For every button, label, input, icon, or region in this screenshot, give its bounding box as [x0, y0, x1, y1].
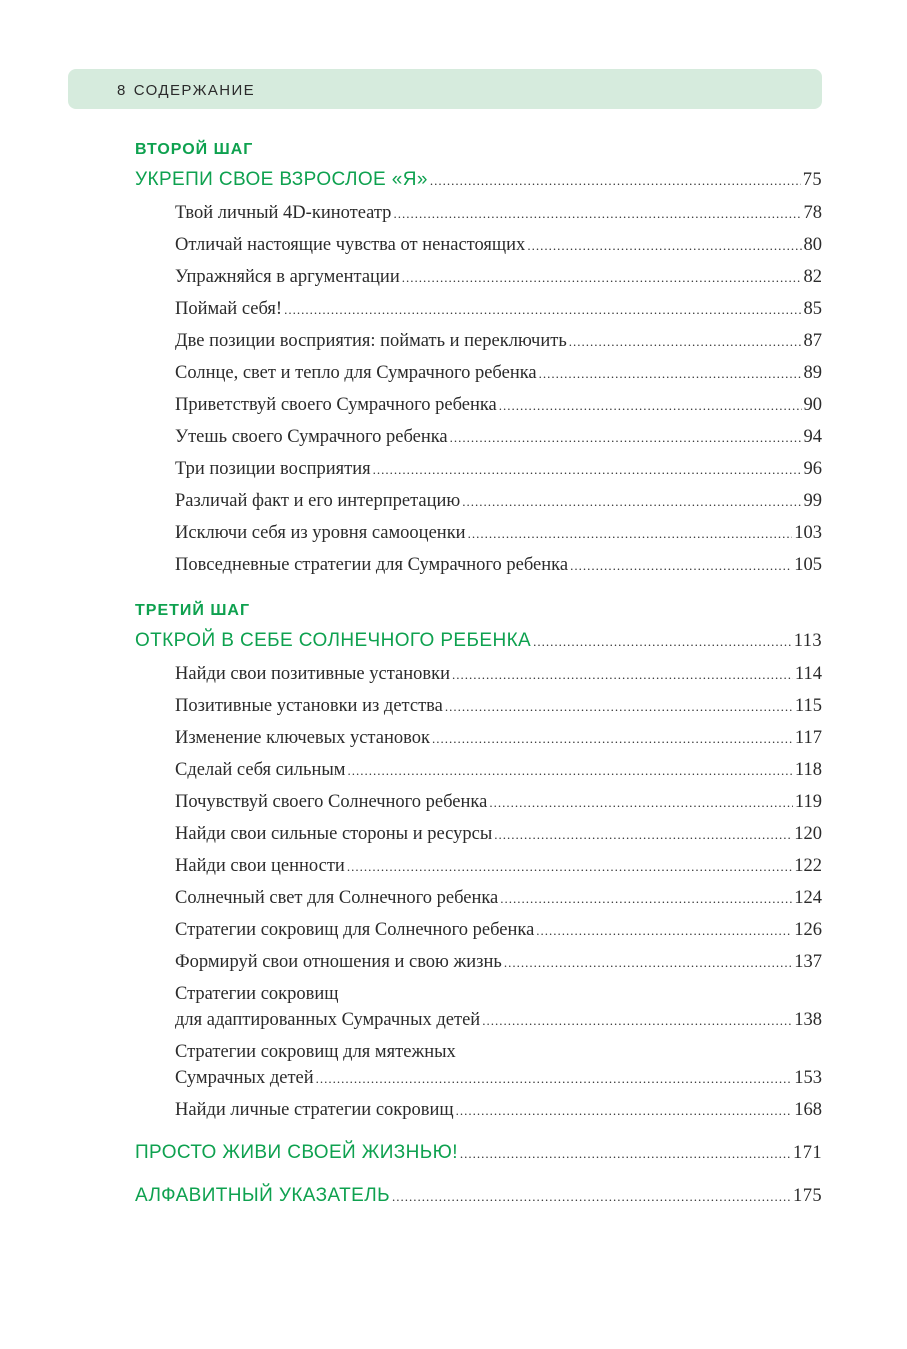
toc-entry-page: 120 — [794, 824, 822, 844]
toc-entry-title: Формируй свои отношения и свою жизнь — [175, 952, 502, 972]
toc-entry-title: Найди свои ценности — [175, 856, 345, 876]
toc-chapter-title: ОТКРОЙ В СЕБЕ СОЛНЕЧНОГО РЕБЕНКА — [135, 630, 532, 651]
dot-leader — [468, 527, 793, 540]
dot-leader — [373, 463, 802, 476]
toc-entry — [175, 364, 822, 383]
toc-entry-title: для адаптированных Сумрачных детей — [175, 1010, 481, 1030]
toc-chapter-title: УКРЕПИ СВОЕ ВЗРОСЛОЕ «Я» — [135, 169, 428, 190]
dot-leader — [460, 1147, 791, 1160]
toc-entry-page: 117 — [794, 728, 822, 748]
toc-entry-title: Повседневные стратегии для Сумрачного ребенка — [175, 555, 569, 575]
dot-leader — [462, 495, 801, 508]
toc-entry-title: Найди личные стратегии сокровищ — [175, 1100, 454, 1120]
dot-leader — [347, 764, 792, 777]
toc-entry — [175, 889, 822, 908]
toc-entry-title: Отличай настоящие чувства от ненастоящих — [175, 235, 526, 255]
dot-leader — [482, 1014, 792, 1027]
toc-entry-title: Солнечный свет для Солнечного ребенка — [175, 888, 499, 908]
toc-chapter-page: 113 — [793, 631, 822, 651]
dot-leader — [489, 796, 793, 809]
toc-entry-title: Две позиции восприятия: поймать и переключить — [175, 331, 567, 351]
dot-leader — [536, 924, 792, 937]
toc-entry-title: Найди свои сильные стороны и ресурсы — [175, 824, 493, 844]
toc-entry — [175, 953, 822, 972]
toc-chapter-step-3 — [135, 631, 822, 651]
toc-chapter-page: 171 — [793, 1143, 822, 1163]
toc-entry — [175, 396, 822, 415]
toc-entry-page: 96 — [803, 459, 822, 479]
toc-entry-page: 105 — [794, 555, 822, 575]
toc-entry — [175, 524, 822, 543]
toc-entry-title: Утешь своего Сумрачного ребенка — [175, 427, 448, 447]
toc-entry-title-line1: Стратегии сокровищ для мятежных — [175, 1042, 456, 1062]
toc-entry — [175, 268, 822, 287]
toc-entry — [175, 1101, 822, 1120]
dot-leader — [500, 892, 792, 905]
toc-chapter-page: 175 — [793, 1186, 822, 1206]
toc-chapter-title: АЛФАВИТНЫЙ УКАЗАТЕЛЬ — [135, 1185, 390, 1206]
dot-leader — [284, 303, 801, 316]
toc-entry — [175, 236, 822, 255]
toc-entry-page: 78 — [803, 203, 822, 223]
toc-chapter-page: 75 — [802, 170, 822, 190]
toc-entry — [175, 1069, 822, 1088]
toc-entry — [175, 460, 822, 479]
dot-leader — [504, 956, 792, 969]
dot-leader — [445, 700, 793, 713]
toc-entry-page: 138 — [794, 1010, 822, 1030]
toc-entry-page: 114 — [794, 664, 822, 684]
toc-entry — [175, 793, 822, 812]
dot-leader — [533, 635, 792, 648]
section-label-step-3: ТРЕТИЙ ШАГ — [135, 602, 251, 619]
toc-entry-page: 103 — [794, 523, 822, 543]
dot-leader — [527, 239, 801, 252]
toc-entry — [175, 761, 822, 780]
dot-leader — [393, 207, 801, 220]
toc-entry-title: Исключи себя из уровня самооценки — [175, 523, 466, 543]
toc-chapter-index — [135, 1186, 822, 1206]
dot-leader — [347, 860, 792, 873]
toc-entry-title: Почувствуй своего Солнечного ребенка — [175, 792, 488, 812]
dot-leader — [452, 668, 793, 681]
toc-entry-title: Позитивные установки из детства — [175, 696, 443, 716]
toc-entry-page: 115 — [794, 696, 822, 716]
toc-entry-page: 82 — [803, 267, 822, 287]
toc-chapter-step-2 — [135, 170, 822, 190]
toc-chapter-epilogue — [135, 1143, 822, 1163]
dot-leader — [432, 732, 793, 745]
toc-entry-title: Приветствуй своего Сумрачного ребенка — [175, 395, 497, 415]
section-label-step-2: ВТОРОЙ ШАГ — [135, 141, 254, 158]
toc-entry — [175, 697, 822, 716]
toc-entry — [175, 921, 822, 940]
toc-entry-title: Стратегии сокровищ для Солнечного ребенка — [175, 920, 535, 940]
header-title: СОДЕРЖАНИЕ — [133, 82, 256, 99]
toc-entry-title: Различай факт и его интерпретацию — [175, 491, 461, 511]
toc-entry-page: 85 — [803, 299, 822, 319]
toc-entry-page: 99 — [803, 491, 822, 511]
toc-entry-title: Сделай себя сильным — [175, 760, 346, 780]
toc-entry-title: Три позиции восприятия — [175, 459, 371, 479]
toc-entry-page: 80 — [803, 235, 822, 255]
dot-leader — [494, 828, 792, 841]
dot-leader — [456, 1104, 793, 1117]
toc-entry-title: Изменение ключевых установок — [175, 728, 430, 748]
dot-leader — [402, 271, 802, 284]
toc-entry — [175, 204, 822, 223]
toc-entry-title-line1: Стратегии сокровищ — [175, 984, 339, 1004]
toc-entry-page: 89 — [803, 363, 822, 383]
toc-entry-page: 126 — [794, 920, 822, 940]
toc-entry — [175, 300, 822, 319]
running-header — [117, 82, 255, 99]
toc-entry-title: Поймай себя! — [175, 299, 283, 319]
toc-entry-title: Сумрачных детей — [175, 1068, 314, 1088]
toc-entry-page: 122 — [794, 856, 822, 876]
toc-entry — [175, 428, 822, 447]
toc-entry — [175, 665, 822, 684]
dot-leader — [430, 174, 801, 187]
dot-leader — [569, 335, 802, 348]
toc-entry-page: 124 — [794, 888, 822, 908]
toc-entry-page: 153 — [794, 1068, 822, 1088]
header-page-number: 8 — [117, 82, 127, 99]
dot-leader — [450, 431, 802, 444]
toc-entry — [175, 825, 822, 844]
toc-entry-page: 118 — [794, 760, 822, 780]
toc-entry-title: Твой личный 4D-кинотеатр — [175, 203, 392, 223]
dot-leader — [499, 399, 802, 412]
toc-entry-page: 90 — [803, 395, 822, 415]
toc-entry — [175, 857, 822, 876]
dot-leader — [392, 1190, 791, 1203]
toc-entry — [175, 492, 822, 511]
dot-leader — [539, 367, 802, 380]
toc-entry-title: Упражняйся в аргументации — [175, 267, 400, 287]
toc-entry-page: 94 — [803, 427, 822, 447]
toc-entry-title: Солнце, свет и тепло для Сумрачного ребенка — [175, 363, 537, 383]
toc-entry — [175, 729, 822, 748]
toc-entry — [175, 1011, 822, 1030]
toc-entry-page: 137 — [794, 952, 822, 972]
toc-entry — [175, 556, 822, 575]
dot-leader — [570, 559, 792, 572]
toc-entry-page: 168 — [794, 1100, 822, 1120]
toc-entry-page: 119 — [794, 792, 822, 812]
toc-chapter-title: ПРОСТО ЖИВИ СВОЕЙ ЖИЗНЬЮ! — [135, 1142, 458, 1163]
dot-leader — [316, 1072, 793, 1085]
toc-entry-page: 87 — [803, 331, 822, 351]
toc-entry — [175, 332, 822, 351]
toc-entry-title: Найди свои позитивные установки — [175, 664, 451, 684]
